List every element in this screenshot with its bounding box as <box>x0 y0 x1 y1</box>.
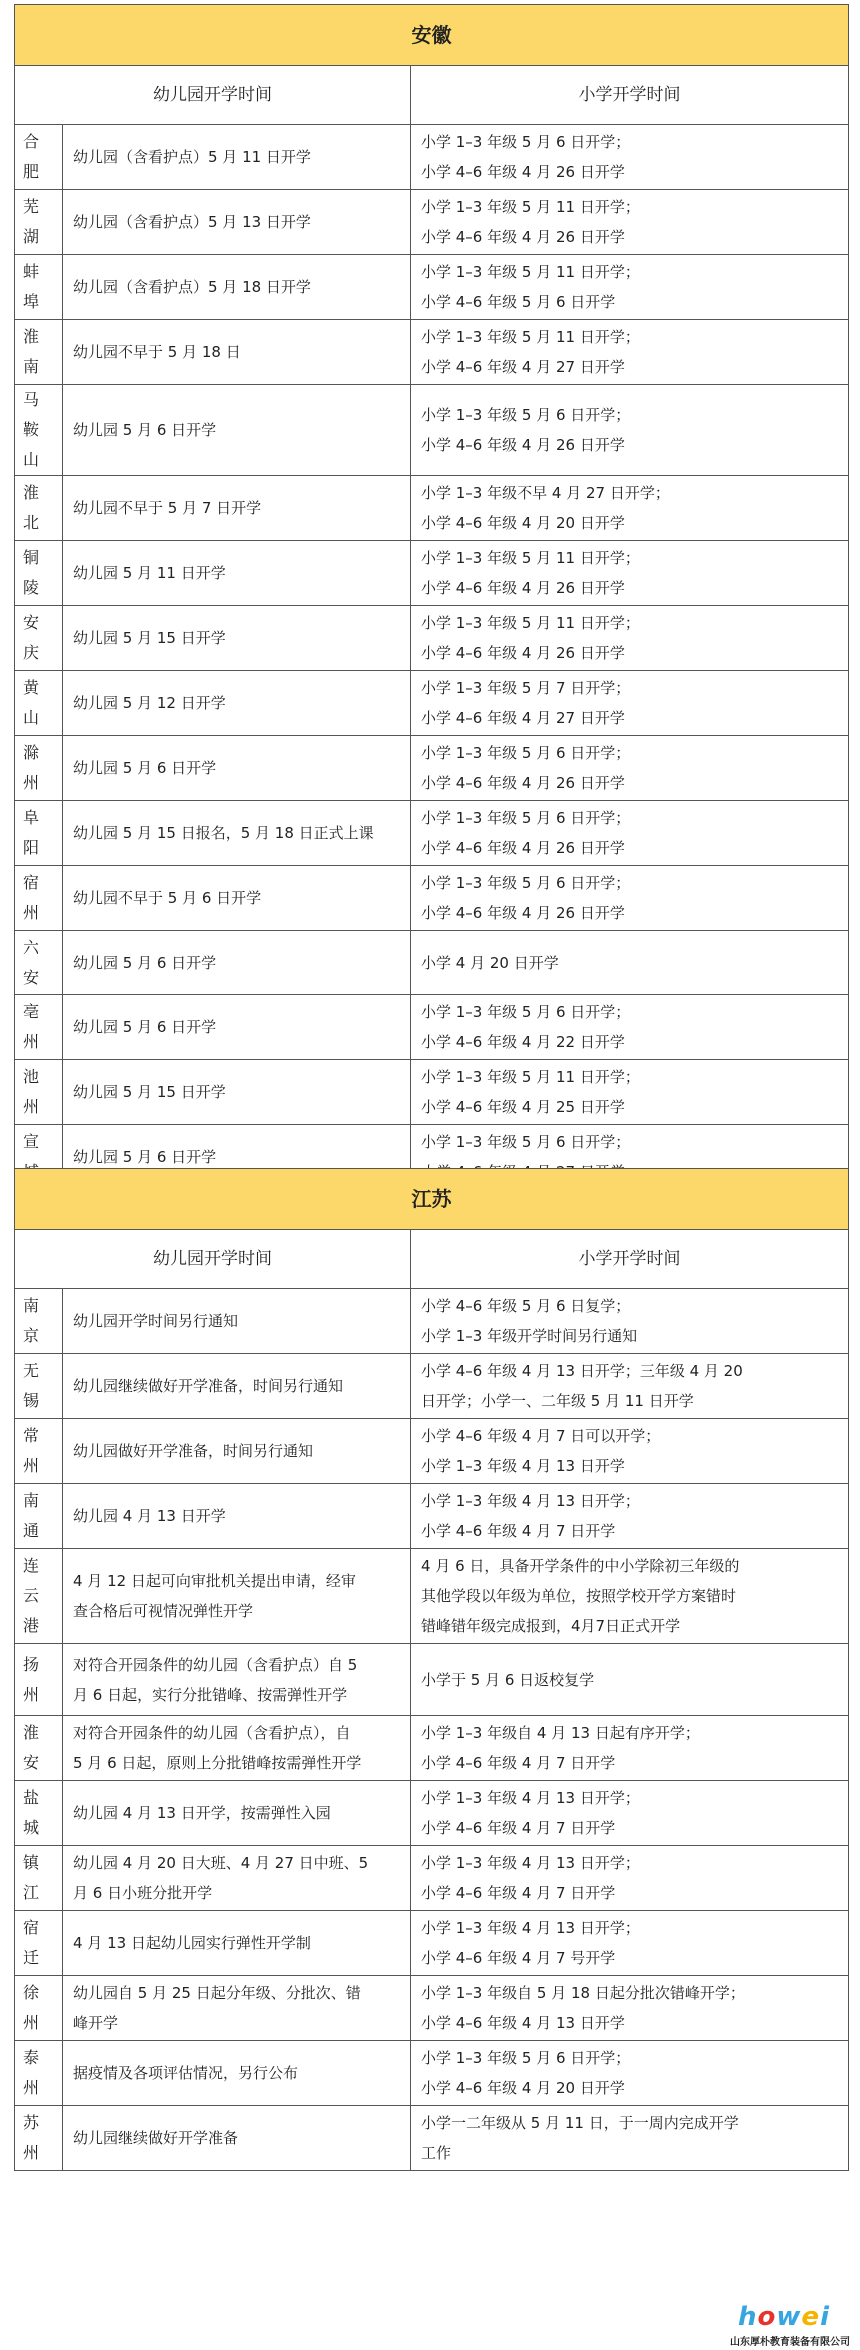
jiangsu-primary-column-header: 小学开学时间 <box>411 1230 849 1289</box>
table-row <box>15 931 849 995</box>
city-cell: 安庆 <box>15 606 63 671</box>
primary-line: 小学 1–3 年级 4 月 13 日开学； <box>421 1789 640 1807</box>
primary-cell <box>411 1911 849 1976</box>
primary-cell <box>411 2041 849 2106</box>
table-row <box>15 1716 849 1781</box>
kinder-line: 幼儿园 4 月 20 日大班、4 月 27 日中班、5 <box>73 1854 369 1872</box>
primary-cell <box>411 1354 849 1419</box>
kinder-cell: 幼儿园 5 月 15 日报名，5 月 18 日正式上课 <box>63 801 411 866</box>
city-cell: 滁州 <box>15 736 63 801</box>
primary-line: 小学 4–6 年级 4 月 26 日开学 <box>421 436 625 454</box>
kinder-line: 幼儿园继续做好开学准备，时间另行通知 <box>73 1377 344 1395</box>
city-cell: 淮南 <box>15 320 63 385</box>
primary-line: 小学 1–3 年级 5 月 6 日开学； <box>421 744 631 762</box>
primary-line: 小学 1–3 年级 4 月 13 日开学 <box>421 1457 625 1475</box>
jiangsu-kinder-column-header: 幼儿园开学时间 <box>15 1230 411 1289</box>
kinder-line: 据疫情及各项评估情况，另行公布 <box>73 2064 299 2082</box>
primary-line: 小学 4 月 20 日开学 <box>421 953 559 972</box>
primary-line: 小学 1–3 年级 5 月 11 日开学； <box>421 549 640 567</box>
table-row <box>15 2041 849 2106</box>
city-cell: 马鞍山 <box>15 385 63 476</box>
primary-line: 小学 4–6 年级 4 月 26 日开学 <box>421 579 625 597</box>
primary-line: 其他学段以年级为单位，按照学校开学方案错时 <box>421 1587 737 1605</box>
kinder-cell <box>63 1289 411 1354</box>
primary-cell <box>411 1976 849 2041</box>
city-cell: 镇江 <box>15 1846 63 1911</box>
kinder-cell: 幼儿园 5 月 15 日开学 <box>63 606 411 671</box>
primary-cell <box>411 1781 849 1846</box>
table-row <box>15 1549 849 1644</box>
city-cell: 六安 <box>15 931 63 995</box>
primary-line: 工作 <box>421 2144 452 2162</box>
city-cell: 连云港 <box>15 1549 63 1644</box>
primary-line: 小学 1–3 年级不早 4 月 27 日开学； <box>421 484 670 502</box>
kinder-cell: 幼儿园（含看护点）5 月 13 日开学 <box>63 190 411 255</box>
table-row <box>15 736 849 801</box>
city-cell: 苏州 <box>15 2106 63 2171</box>
kinder-cell: 幼儿园 5 月 6 日开学 <box>63 931 411 995</box>
logo-wordmark: howei <box>738 2302 830 2332</box>
city-cell: 徐州 <box>15 1976 63 2041</box>
city-cell: 盐城 <box>15 1781 63 1846</box>
primary-line: 错峰错年级完成报到，4月7日正式开学 <box>421 1617 681 1635</box>
primary-cell <box>411 931 849 995</box>
kinder-line: 幼儿园开学时间另行通知 <box>73 1312 239 1330</box>
primary-line: 小学 4–6 年级 4 月 26 日开学 <box>421 163 625 181</box>
table-row <box>15 866 849 931</box>
primary-line: 小学 1–3 年级 5 月 11 日开学； <box>421 198 640 216</box>
kinder-cell <box>63 1549 411 1644</box>
primary-line: 4 月 6 日，具备开学条件的中小学除初三年级的 <box>421 1557 740 1575</box>
primary-cell <box>411 1289 849 1354</box>
kinder-line: 查合格后可视情况弹性开学 <box>73 1602 254 1620</box>
city-cell: 南京 <box>15 1289 63 1354</box>
primary-cell <box>411 995 849 1060</box>
primary-line: 小学一二年级从 5 月 11 日，于一周内完成开学 <box>421 2114 739 2132</box>
table-row <box>15 1846 849 1911</box>
table-row <box>15 1289 849 1354</box>
primary-line: 小学 4–6 年级 4 月 7 日开学 <box>421 1884 616 1902</box>
primary-line: 小学 1–3 年级 5 月 6 日开学； <box>421 1133 631 1151</box>
primary-line: 小学 4–6 年级 4 月 7 日可以开学； <box>421 1427 661 1445</box>
primary-line: 小学 4–6 年级 4 月 27 日开学 <box>421 709 625 727</box>
table-row <box>15 1484 849 1549</box>
kinder-cell: 幼儿园不早于 5 月 6 日开学 <box>63 866 411 931</box>
city-cell: 蚌埠 <box>15 255 63 320</box>
table-row <box>15 476 849 541</box>
city-cell: 池州 <box>15 1060 63 1125</box>
primary-cell <box>411 1484 849 1549</box>
primary-line: 小学 1–3 年级 5 月 6 日开学； <box>421 2049 631 2067</box>
primary-line: 小学 4–6 年级 4 月 20 日开学 <box>421 2079 625 2097</box>
kinder-cell: 幼儿园 5 月 11 日开学 <box>63 541 411 606</box>
kinder-cell: 幼儿园 5 月 6 日开学 <box>63 385 411 476</box>
primary-line: 小学 1–3 年级 5 月 6 日开学； <box>421 406 631 424</box>
table-row <box>15 671 849 736</box>
kinder-line: 对符合开园条件的幼儿园（含看护点）自 5 <box>73 1655 358 1674</box>
kinder-line: 月 6 日小班分批开学 <box>73 1884 213 1902</box>
city-cell: 南通 <box>15 1484 63 1549</box>
kinder-line: 对符合开园条件的幼儿园（含看护点），自 <box>73 1724 351 1742</box>
kinder-line: 峰开学 <box>73 2014 119 2032</box>
primary-cell <box>411 320 849 385</box>
primary-cell <box>411 255 849 320</box>
table-row <box>15 1911 849 1976</box>
kinder-cell: 幼儿园 5 月 15 日开学 <box>63 1060 411 1125</box>
city-cell: 泰州 <box>15 2041 63 2106</box>
jiangsu-table <box>14 1168 849 2171</box>
table-row <box>15 385 849 476</box>
kinder-cell <box>63 1484 411 1549</box>
company-logo <box>730 2302 850 2346</box>
primary-line: 小学 1–3 年级 5 月 11 日开学； <box>421 1068 640 1086</box>
primary-line: 小学 4–6 年级 4 月 26 日开学 <box>421 228 625 246</box>
kinder-cell <box>63 1716 411 1781</box>
primary-line: 小学 1–3 年级 5 月 6 日开学； <box>421 874 631 892</box>
kinder-cell <box>63 2041 411 2106</box>
primary-line: 小学 4–6 年级 4 月 13 日开学；三年级 4 月 20 <box>421 1362 743 1380</box>
kinder-line: 5 月 6 日起，原则上分批错峰按需弹性开学 <box>73 1754 362 1772</box>
table-row <box>15 320 849 385</box>
primary-cell <box>411 190 849 255</box>
company-name: 山东厚朴教育装备有限公司 <box>730 2337 850 2348</box>
primary-line: 小学 1–3 年级 4 月 13 日开学； <box>421 1492 640 1510</box>
city-cell: 扬州 <box>15 1644 63 1716</box>
kinder-cell <box>63 1644 411 1716</box>
primary-cell <box>411 2106 849 2171</box>
city-cell: 亳州 <box>15 995 63 1060</box>
kinder-cell: 幼儿园不早于 5 月 7 日开学 <box>63 476 411 541</box>
primary-line: 小学 4–6 年级 4 月 7 日开学 <box>421 1819 616 1837</box>
primary-line: 小学 1–3 年级自 5 月 18 日起分批次错峰开学； <box>421 1984 745 2002</box>
table-row <box>15 1060 849 1125</box>
primary-cell <box>411 1644 849 1716</box>
primary-cell <box>411 1060 849 1125</box>
primary-line: 小学 1–3 年级 5 月 6 日开学； <box>421 1003 631 1021</box>
primary-line: 小学 4–6 年级 4 月 20 日开学 <box>421 514 625 532</box>
city-cell: 黄山 <box>15 671 63 736</box>
city-cell: 合肥 <box>15 125 63 190</box>
city-cell: 宿迁 <box>15 1911 63 1976</box>
primary-line: 小学 1–3 年级 5 月 6 日开学； <box>421 133 631 151</box>
table-row <box>15 190 849 255</box>
primary-cell <box>411 606 849 671</box>
kinder-line: 4 月 13 日起幼儿园实行弹性开学制 <box>73 1934 311 1952</box>
anhui-primary-column-header: 小学开学时间 <box>411 66 849 125</box>
primary-line: 小学 4–6 年级 4 月 7 号开学 <box>421 1949 616 1967</box>
primary-line: 小学 1–3 年级 4 月 13 日开学； <box>421 1854 640 1872</box>
table-row <box>15 541 849 606</box>
kinder-cell: 幼儿园 5 月 6 日开学 <box>63 995 411 1060</box>
primary-line: 小学 4–6 年级 4 月 25 日开学 <box>421 1098 625 1116</box>
primary-line: 小学 1–3 年级 5 月 7 日开学； <box>421 679 631 697</box>
primary-cell <box>411 1549 849 1644</box>
primary-line: 小学 4–6 年级 4 月 7 日开学 <box>421 1754 616 1772</box>
primary-line: 日开学；小学一、二年级 5 月 11 日开学 <box>421 1392 694 1410</box>
kinder-line: 幼儿园做好开学准备，时间另行通知 <box>73 1442 314 1460</box>
table-row <box>15 995 849 1060</box>
kinder-line: 月 6 日起，实行分批错峰、按需弹性开学 <box>73 1685 348 1704</box>
primary-line: 小学 1–3 年级 4 月 13 日开学； <box>421 1919 640 1937</box>
city-cell: 阜阳 <box>15 801 63 866</box>
primary-line: 小学 4–6 年级 4 月 7 日开学 <box>421 1522 616 1540</box>
kinder-cell <box>63 1354 411 1419</box>
primary-cell <box>411 1716 849 1781</box>
primary-line: 小学 4–6 年级 4 月 26 日开学 <box>421 904 625 922</box>
kinder-cell <box>63 1419 411 1484</box>
kinder-cell <box>63 2106 411 2171</box>
primary-line: 小学 4–6 年级 4 月 13 日开学 <box>421 2014 625 2032</box>
kinder-line: 幼儿园 4 月 13 日开学 <box>73 1507 226 1525</box>
kinder-cell <box>63 1781 411 1846</box>
table-row <box>15 1781 849 1846</box>
city-cell: 常州 <box>15 1419 63 1484</box>
table-row <box>15 606 849 671</box>
primary-line: 小学 4–6 年级 4 月 22 日开学 <box>421 1033 625 1051</box>
primary-line: 小学 1–3 年级 5 月 11 日开学； <box>421 328 640 346</box>
primary-cell <box>411 541 849 606</box>
kinder-line: 幼儿园自 5 月 25 日起分年级、分批次、错 <box>73 1984 361 2002</box>
anhui-province-title: 安徽 <box>15 5 849 66</box>
kinder-line: 幼儿园继续做好开学准备 <box>73 2129 239 2147</box>
city-cell: 宿州 <box>15 866 63 931</box>
anhui-table <box>14 4 849 1190</box>
primary-line: 小学 4–6 年级 4 月 26 日开学 <box>421 839 625 857</box>
kinder-line: 4 月 12 日起可向审批机关提出申请，经审 <box>73 1572 356 1590</box>
primary-line: 小学 1–3 年级自 4 月 13 日起有序开学； <box>421 1724 700 1742</box>
primary-cell <box>411 866 849 931</box>
kinder-cell: 幼儿园（含看护点）5 月 11 日开学 <box>63 125 411 190</box>
kinder-cell: 幼儿园（含看护点）5 月 18 日开学 <box>63 255 411 320</box>
primary-line: 小学 4–6 年级 5 月 6 日开学 <box>421 293 616 311</box>
city-cell: 铜陵 <box>15 541 63 606</box>
primary-line: 小学 1–3 年级开学时间另行通知 <box>421 1327 638 1345</box>
kinder-cell <box>63 1846 411 1911</box>
primary-cell <box>411 801 849 866</box>
table-row <box>15 801 849 866</box>
primary-cell <box>411 1846 849 1911</box>
primary-line: 小学 1–3 年级 5 月 11 日开学； <box>421 263 640 281</box>
kinder-cell <box>63 1911 411 1976</box>
jiangsu-province-title: 江苏 <box>15 1169 849 1230</box>
kinder-cell <box>63 1976 411 2041</box>
city-cell: 淮安 <box>15 1716 63 1781</box>
table-row <box>15 1976 849 2041</box>
kinder-cell: 幼儿园 5 月 6 日开学 <box>63 1125 411 1190</box>
primary-cell <box>411 125 849 190</box>
table-row <box>15 1419 849 1484</box>
city-cell: 宣 <box>15 1125 63 1190</box>
primary-line: 小学 4–6 年级 4 月 26 日开学 <box>421 644 625 662</box>
primary-cell <box>411 736 849 801</box>
primary-line: 小学 1–3 年级 5 月 6 日开学； <box>421 809 631 827</box>
table-row <box>15 1354 849 1419</box>
table-row <box>15 2106 849 2171</box>
kinder-line: 幼儿园 4 月 13 日开学，按需弹性入园 <box>73 1804 331 1822</box>
primary-line: 小学 4–6 年级 4 月 27 日开学 <box>421 358 625 376</box>
table-row <box>15 255 849 320</box>
primary-cell <box>411 671 849 736</box>
kinder-cell: 幼儿园 5 月 6 日开学 <box>63 736 411 801</box>
primary-cell <box>411 476 849 541</box>
kinder-cell: 幼儿园不早于 5 月 18 日 <box>63 320 411 385</box>
table-row <box>15 1644 849 1716</box>
primary-line: 小学于 5 月 6 日返校复学 <box>421 1670 595 1689</box>
primary-cell <box>411 1419 849 1484</box>
anhui-kinder-column-header: 幼儿园开学时间 <box>15 66 411 125</box>
city-cell: 淮北 <box>15 476 63 541</box>
primary-line: 小学 4–6 年级 4 月 26 日开学 <box>421 774 625 792</box>
primary-line: 小学 1–3 年级 5 月 11 日开学； <box>421 614 640 632</box>
city-cell: 芜湖 <box>15 190 63 255</box>
kinder-cell: 幼儿园 5 月 12 日开学 <box>63 671 411 736</box>
city-cell: 无锡 <box>15 1354 63 1419</box>
primary-line: 小学 4–6 年级 5 月 6 日复学； <box>421 1297 631 1315</box>
primary-cell <box>411 385 849 476</box>
table-row <box>15 125 849 190</box>
